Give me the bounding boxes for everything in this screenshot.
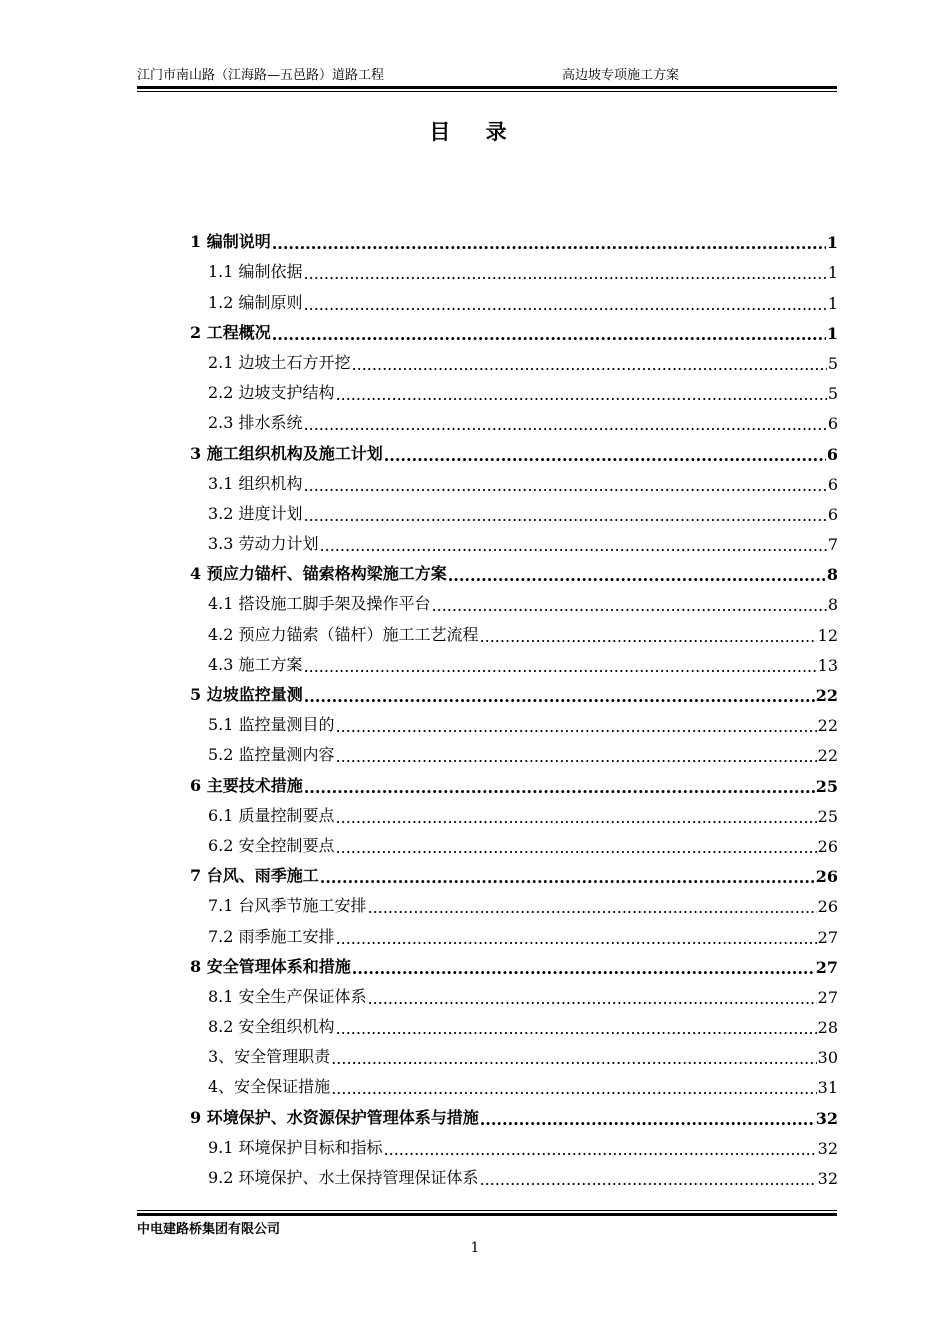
toc-entry-page: 25 (817, 806, 838, 826)
toc-section-entry[interactable] (190, 705, 838, 735)
toc-entry-label: 3.2 进度计划 (208, 503, 303, 523)
toc-dot-leader (331, 1081, 816, 1097)
page-number: 1 (470, 1240, 480, 1256)
toc-entry-page: 32 (815, 1108, 838, 1128)
toc-entry-label: 1 编制说明 (190, 232, 271, 252)
toc-chapter-entry[interactable] (190, 433, 838, 463)
toc-entry-page: 27 (815, 957, 838, 977)
toc-chapter-entry[interactable] (190, 554, 838, 584)
toc-entry-page: 5 (827, 384, 838, 404)
toc-section-entry[interactable] (190, 252, 838, 282)
header-document-name: 高边坡专项施工方案 (562, 68, 680, 83)
toc-dot-leader (304, 266, 827, 282)
toc-section-entry[interactable] (190, 886, 838, 916)
toc-section-entry[interactable] (190, 614, 838, 644)
toc-section-entry[interactable] (190, 645, 838, 675)
toc-section-entry[interactable] (190, 1037, 838, 1067)
toc-entry-label: 4.2 预应力锚索（锚杆）施工工艺流程 (208, 624, 479, 644)
footer-rule-thin (137, 1210, 837, 1211)
toc-section-entry[interactable] (190, 343, 838, 373)
toc-chapter-entry[interactable] (190, 856, 838, 886)
toc-entry-page: 1 (827, 263, 838, 283)
toc-entry-label: 1.2 编制原则 (208, 292, 303, 312)
toc-entry-page: 25 (815, 776, 838, 796)
toc-chapter-entry[interactable] (190, 222, 838, 252)
toc-entry-page: 31 (817, 1078, 838, 1098)
toc-section-entry[interactable] (190, 524, 838, 554)
toc-dot-leader (352, 357, 827, 373)
toc-entry-label: 9.2 环境保护、水土保持管理保证体系 (208, 1168, 479, 1187)
toc-entry-page: 5 (827, 353, 838, 373)
toc-entry-page: 13 (817, 655, 838, 675)
toc-entry-page: 28 (817, 1018, 838, 1038)
toc-section-entry[interactable] (190, 1007, 838, 1037)
toc-dot-leader (320, 538, 827, 554)
toc-dot-leader (368, 991, 817, 1007)
toc-entry-label: 2.1 边坡土石方开挖 (208, 352, 351, 372)
toc-dot-leader (368, 900, 817, 916)
toc-dot-leader (480, 629, 817, 645)
toc-entry-page: 26 (815, 867, 838, 887)
toc-entry-page: 6 (827, 504, 838, 524)
toc-entry-label: 2.3 排水系统 (208, 413, 303, 433)
toc-section-entry[interactable] (190, 1067, 838, 1097)
toc-entry-label: 5.2 监控量测内容 (208, 745, 335, 765)
toc-section-entry[interactable] (190, 282, 838, 312)
toc-chapter-entry[interactable] (190, 1097, 838, 1127)
footer-rule-thick (137, 1213, 837, 1216)
page-header (137, 66, 837, 86)
toc-entry-page: 27 (817, 987, 838, 1007)
toc-entry-label: 6.1 质量控制要点 (208, 805, 335, 825)
toc-entry-label: 3 施工组织机构及施工计划 (190, 443, 383, 463)
toc-chapter-entry[interactable] (190, 675, 838, 705)
toc-entry-label: 7 台风、雨季施工 (190, 866, 319, 886)
toc-section-entry[interactable] (190, 373, 838, 403)
toc-entry-page: 1 (826, 323, 838, 343)
toc-dot-leader (336, 1021, 817, 1037)
toc-dot-leader (336, 840, 817, 856)
toc-dot-leader (336, 719, 817, 735)
toc-dot-leader (384, 1142, 817, 1158)
toc-dot-leader (304, 689, 815, 705)
toc-dot-leader (384, 448, 826, 464)
toc-entry-label: 7.1 台风季节施工安排 (208, 896, 367, 916)
toc-dot-leader (304, 780, 815, 796)
toc-entry-page: 22 (817, 716, 838, 736)
toc-dot-leader (336, 931, 817, 947)
toc-entry-page: 1 (826, 233, 838, 253)
toc-entry-label: 3.1 组织机构 (208, 473, 303, 493)
toc-entry-page: 22 (815, 686, 838, 705)
toc-section-entry[interactable] (190, 735, 838, 765)
toc-entry-label: 6 主要技术措施 (190, 775, 303, 795)
toc-dot-leader (432, 598, 827, 614)
toc-entry-page: 30 (817, 1048, 838, 1068)
toc-dot-leader (448, 568, 826, 584)
toc-section-entry[interactable] (190, 826, 838, 856)
toc-entry-page: 26 (817, 897, 838, 917)
toc-entry-label: 5.1 监控量测目的 (208, 715, 335, 735)
toc-dot-leader (336, 749, 817, 765)
toc-dot-leader (304, 508, 827, 524)
footer-company-name: 中电建路桥集团有限公司 (137, 1222, 281, 1237)
toc-entry-label: 1.1 编制依据 (208, 262, 303, 282)
toc-entry-label: 9 环境保护、水资源保护管理体系与措施 (190, 1107, 479, 1127)
toc-section-entry[interactable] (190, 1128, 838, 1158)
toc-section-entry[interactable] (190, 1158, 838, 1188)
toc-section-entry[interactable] (190, 464, 838, 494)
toc-entry-label: 7.2 雨季施工安排 (208, 926, 335, 946)
toc-entry-page: 32 (817, 1169, 838, 1188)
toc-dot-leader (272, 236, 826, 252)
toc-entry-label: 8.1 安全生产保证体系 (208, 986, 367, 1006)
toc-entry-page: 6 (827, 414, 838, 434)
toc-dot-leader (331, 1051, 816, 1067)
toc-entry-label: 3.3 劳动力计划 (208, 534, 319, 554)
toc-section-entry[interactable] (190, 977, 838, 1007)
toc-entry-page: 27 (817, 927, 838, 947)
toc-section-entry[interactable] (190, 584, 838, 614)
toc-dot-leader (336, 387, 827, 403)
toc-entry-page: 6 (826, 444, 838, 464)
toc-section-entry[interactable] (190, 494, 838, 524)
toc-entry-label: 4、安全保证措施 (208, 1077, 331, 1097)
toc-chapter-entry[interactable] (190, 947, 838, 977)
toc-entry-label: 4 预应力锚杆、锚索格构梁施工方案 (190, 564, 447, 584)
toc-section-entry[interactable] (190, 796, 838, 826)
toc-dot-leader (272, 327, 826, 343)
toc-entry-page: 8 (827, 595, 838, 615)
toc-entry-label: 3、安全管理职责 (208, 1047, 331, 1067)
toc-chapter-entry[interactable] (190, 313, 838, 343)
toc-entry-page: 1 (827, 293, 838, 313)
toc-entry-label: 8 安全管理体系和措施 (190, 956, 351, 976)
toc-entry-label: 8.2 安全组织机构 (208, 1017, 335, 1037)
toc-entry-label: 6.2 安全控制要点 (208, 835, 335, 855)
toc-dot-leader (480, 1172, 817, 1188)
toc-entry-label: 2 工程概况 (190, 322, 271, 342)
toc-dot-leader (304, 417, 827, 433)
toc-entry-label: 2.2 边坡支护结构 (208, 383, 335, 403)
toc-entry-page: 7 (827, 535, 838, 555)
toc-entry-page: 32 (817, 1138, 838, 1158)
toc-entry-label: 4.1 搭设施工脚手架及操作平台 (208, 594, 431, 614)
toc-section-entry[interactable] (190, 403, 838, 433)
toc-entry-label: 9.1 环境保护目标和指标 (208, 1137, 383, 1157)
toc-section-entry[interactable] (190, 916, 838, 946)
toc-entry-page: 6 (827, 474, 838, 494)
toc-dot-leader (304, 478, 827, 494)
toc-entry-label: 5 边坡监控量测 (190, 685, 303, 704)
toc-dot-leader (304, 659, 817, 675)
toc-title: 目 录 (429, 120, 521, 144)
header-rule-thick (137, 86, 837, 89)
toc-entry-label: 4.3 施工方案 (208, 654, 303, 674)
table-of-contents (190, 222, 838, 1188)
toc-chapter-entry[interactable] (190, 765, 838, 795)
toc-dot-leader (320, 870, 815, 886)
toc-dot-leader (336, 810, 817, 826)
header-rule-thin (137, 91, 837, 92)
toc-entry-page: 12 (817, 625, 838, 645)
toc-dot-leader (480, 1112, 815, 1128)
toc-entry-page: 22 (817, 746, 838, 766)
toc-entry-page: 26 (817, 836, 838, 856)
toc-dot-leader (352, 961, 815, 977)
toc-entry-page: 8 (826, 565, 838, 585)
toc-dot-leader (304, 297, 827, 313)
header-project-name: 江门市南山路（江海路—五邑路）道路工程 (137, 68, 385, 83)
